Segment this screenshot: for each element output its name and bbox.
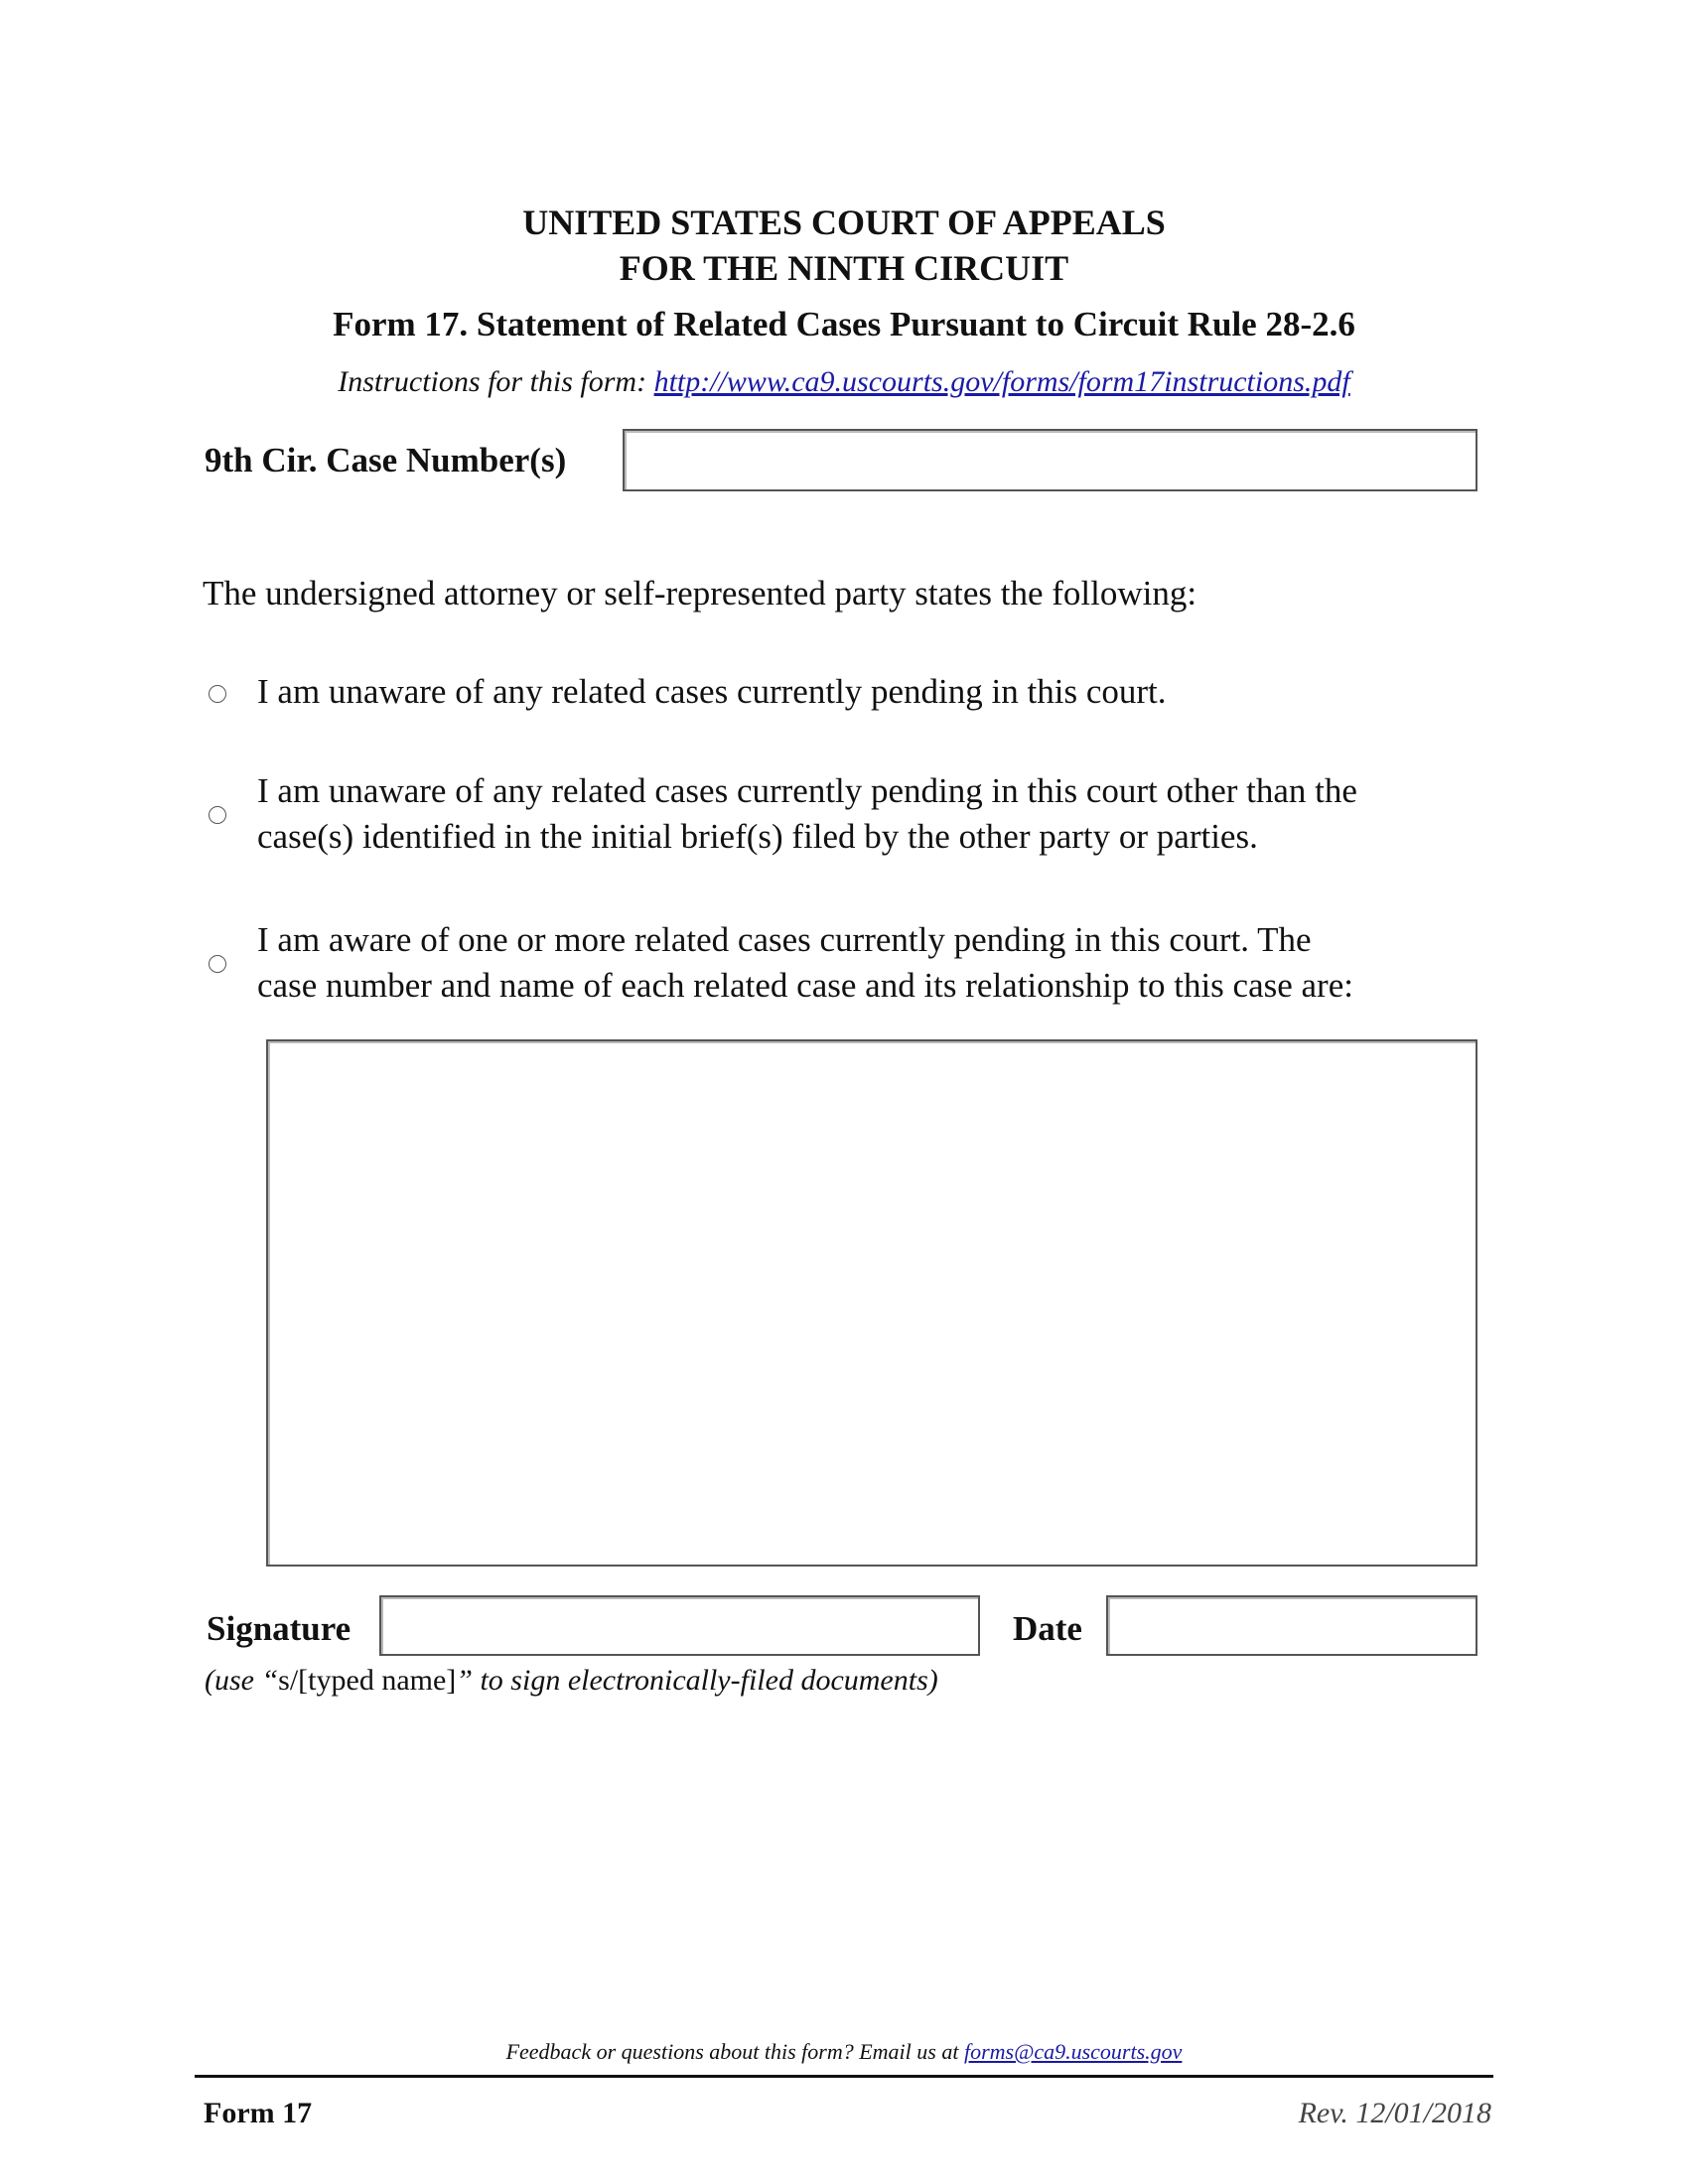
footer-revision: Rev. 12/01/2018 [1298,2097,1491,2129]
instructions-link[interactable]: http://www.ca9.uscourts.gov/forms/form17instructions.pdf [653,365,1350,398]
signature-note [205,1664,938,1698]
option-aware-text [257,917,1353,1009]
signature-note-quote-close: ” [456,1664,473,1697]
date-field[interactable] [1106,1595,1477,1656]
instructions-prefix: Instructions for this form: [338,365,654,398]
instructions-line [0,365,1688,399]
statement-intro: The undersigned attorney or self-represented party states the following: [203,574,1197,613]
signature-label: Signature [207,1609,352,1648]
option-unaware-other-than-line1: I am unaware of any related cases currently pending in this court other than the [257,771,1357,810]
signature-note-suffix: to sign electronically-filed documents) [472,1664,938,1697]
feedback-email-link[interactable]: forms@ca9.uscourts.gov [963,2039,1183,2064]
signature-note-typed-name: s/[typed name] [278,1664,457,1697]
court-name-line2: FOR THE NINTH CIRCUIT [619,248,1069,288]
option-aware-radio[interactable] [209,955,226,973]
form-title: Form 17. Statement of Related Cases Pursuant to Circuit Rule 28-2.6 [333,305,1355,343]
option-aware-line2: case number and name of each related case and its relationship to this case are: [257,966,1353,1005]
option-unaware-other-than-line2: case(s) identified in the initial brief(s) filed by the other party or parties. [257,817,1258,856]
related-cases-textarea[interactable] [266,1039,1477,1567]
signature-field[interactable] [379,1595,980,1656]
signature-note-quote-open: “ [261,1664,279,1697]
option-unaware-other-than-text [257,768,1357,860]
option-unaware-line1: I am unaware of any related cases currently pending in this court. [257,672,1167,711]
feedback-line [0,2039,1688,2065]
date-label: Date [1013,1609,1082,1648]
signature-note-prefix: (use [205,1664,262,1697]
option-unaware-other-than-radio[interactable] [209,806,226,824]
option-unaware-radio[interactable] [209,685,226,703]
footer-form-label: Form 17 [204,2097,313,2129]
case-number-label: 9th Cir. Case Number(s) [205,441,567,479]
feedback-prefix: Feedback or questions about this form? Email us at [505,2039,964,2064]
footer-divider [195,2075,1493,2078]
option-aware-line1: I am aware of one or more related cases currently pending in this court. The [257,920,1312,959]
case-number-field[interactable] [623,429,1477,491]
option-unaware-text [257,669,1167,715]
court-name-line1: UNITED STATES COURT OF APPEALS [522,203,1166,242]
